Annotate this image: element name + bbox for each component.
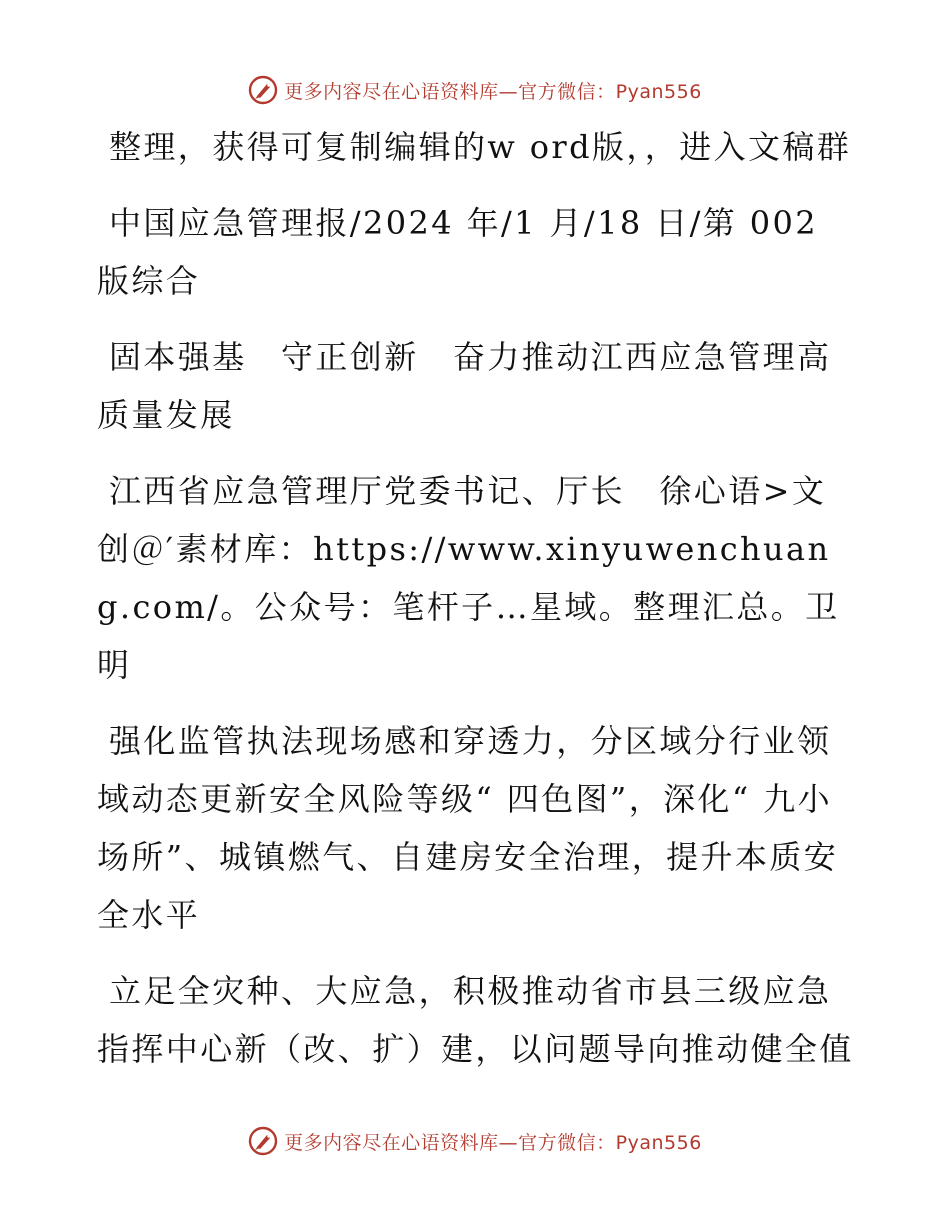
footer-watermark: [0, 1123, 950, 1159]
header-watermark: [0, 72, 950, 108]
document-body: [97, 118, 857, 1096]
paragraph-notice: 整理，获得可复制编辑的w ord版，，进入文稿群: [109, 128, 852, 166]
watermark-text: 更多内容尽在心语资料库—官方微信：Pyan556: [284, 80, 702, 103]
watermark-text: 更多内容尽在心语资料库—官方微信：Pyan556: [284, 1131, 702, 1154]
paragraph-body-1: 强化监管执法现场感和穿透力，分区域分行业领域动态更新安全风险等级“ 四色图”，深化“ 九小场所”、城镇燃气、自建房安全治理，提升本质安全水平: [97, 722, 839, 934]
pen-nib-logo-icon: [248, 75, 278, 105]
paragraph-body-2: 立足全灾种、大应急，积极推动省市县三级应急指挥中心新（改、扩）建，以问题导向推动健全值: [97, 972, 854, 1068]
pen-nib-logo-icon: [248, 1126, 278, 1156]
paragraph-title: 固本强基 守正创新 奋力推动江西应急管理高质量发展: [97, 338, 832, 434]
paragraph-author: 江西省应急管理厅党委书记、厅长 徐心语>文创＠′素材库：https://www.xinyuwenchuang.com/。公众号：笔杆子…星域。整理汇总。卫明: [97, 472, 840, 684]
paragraph-source: 中国应急管理报/2024 年/1 月/18 日/第 002 版综合: [97, 204, 819, 300]
